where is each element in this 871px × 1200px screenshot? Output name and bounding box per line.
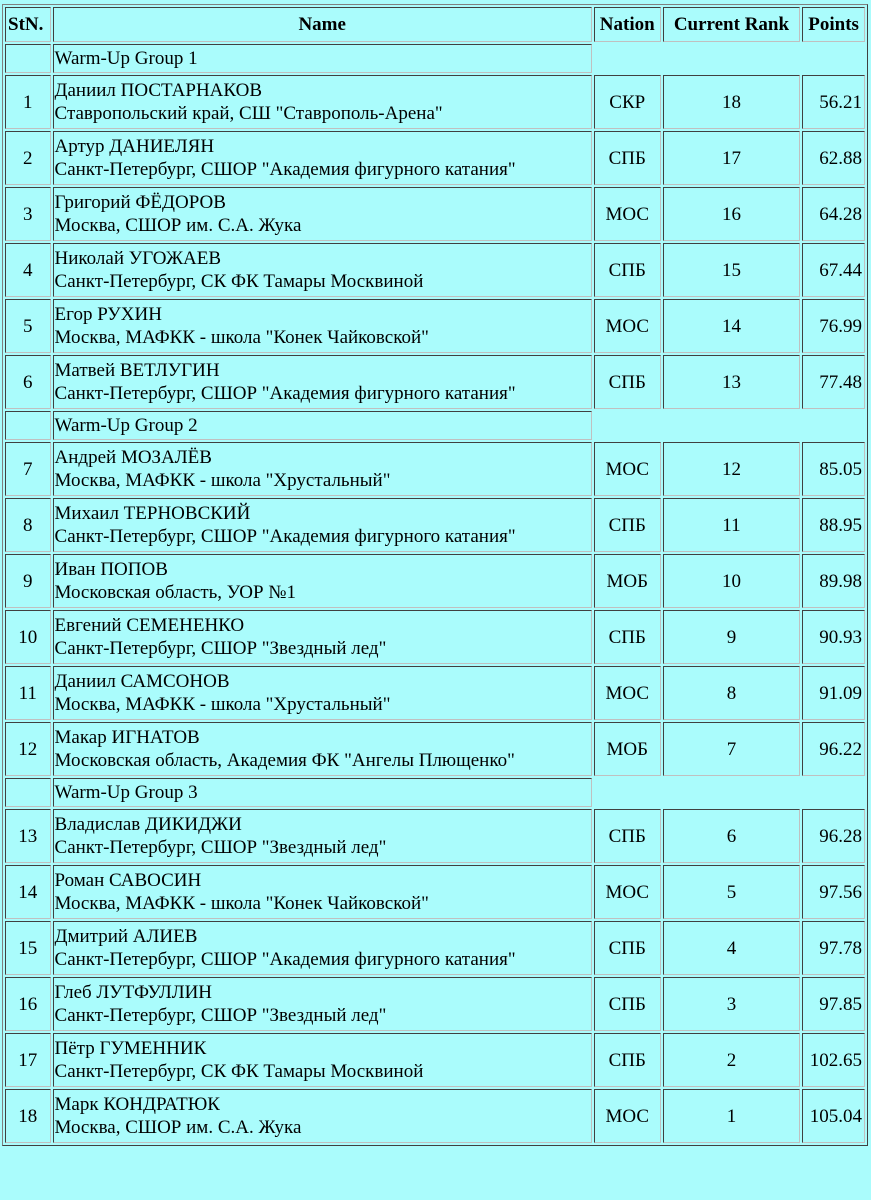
- skater-name: Марк КОНДРАТЮК: [54, 1094, 220, 1115]
- skater-name-cell: [53, 921, 592, 975]
- points-value: 77.48: [802, 355, 865, 409]
- skater-name: Макар ИГНАТОВ: [54, 727, 200, 748]
- current-rank: 10: [663, 554, 801, 608]
- nation-code: МОС: [594, 865, 661, 919]
- skater-name: Николай УГОЖАЕВ: [54, 248, 222, 269]
- start-number: 16: [5, 977, 51, 1031]
- nation-code: МОС: [594, 666, 661, 720]
- skater-name-cell: [53, 131, 592, 185]
- skater-name-cell: [53, 809, 592, 863]
- skater-name: Артур ДАНИЕЛЯН: [54, 136, 215, 157]
- current-rank: 9: [663, 610, 801, 664]
- table-row: [5, 75, 865, 129]
- skater-name: Глеб ЛУТФУЛЛИН: [54, 982, 213, 1003]
- table-row: [5, 243, 865, 297]
- nation-code: СПБ: [594, 1033, 661, 1087]
- start-number: 2: [5, 131, 51, 185]
- points-value: 85.05: [802, 442, 865, 496]
- points-value: 97.56: [802, 865, 865, 919]
- skater-club: Санкт-Петербург, СК ФК Тамары Москвиной: [54, 1061, 424, 1082]
- skater-name-cell: [53, 75, 592, 129]
- table-row: [5, 977, 865, 1031]
- table-row: [5, 554, 865, 608]
- warmup-group-row: [5, 411, 865, 440]
- skater-club: Московская область, Академия ФК "Ангелы Плющенко": [54, 750, 515, 771]
- current-rank: 1: [663, 1089, 801, 1143]
- skater-name-cell: [53, 442, 592, 496]
- start-number: 7: [5, 442, 51, 496]
- points-value: 90.93: [802, 610, 865, 664]
- current-rank: 13: [663, 355, 801, 409]
- skater-club: Санкт-Петербург, СШОР "Академия фигурного катания": [54, 383, 516, 404]
- warmup-group-title: Warm-Up Group 3: [53, 778, 592, 807]
- points-value: 96.22: [802, 722, 865, 776]
- skater-name-cell: [53, 299, 592, 353]
- skater-name-cell: [53, 187, 592, 241]
- table-body: [5, 44, 865, 1143]
- points-value: 56.21: [802, 75, 865, 129]
- start-number: 6: [5, 355, 51, 409]
- skater-club: Санкт-Петербург, СШОР "Академия фигурного катания": [54, 949, 516, 970]
- points-value: 88.95: [802, 498, 865, 552]
- current-rank: 5: [663, 865, 801, 919]
- group-filler: [594, 44, 865, 73]
- table-row: [5, 722, 865, 776]
- nation-code: СПБ: [594, 243, 661, 297]
- skater-club: Москва, МАФКК - школа "Хрустальный": [54, 694, 391, 715]
- skater-name-cell: [53, 1089, 592, 1143]
- skater-club: Ставропольский край, СШ "Ставрополь-Арена": [54, 103, 443, 124]
- points-value: 97.78: [802, 921, 865, 975]
- skater-name: Михаил ТЕРНОВСКИЙ: [54, 503, 251, 524]
- group-filler: [594, 411, 865, 440]
- skater-name: Григорий ФЁДОРОВ: [54, 192, 226, 213]
- group-stn-cell: [5, 778, 51, 807]
- skater-club: Москва, МАФКК - школа "Конек Чайковской": [54, 893, 429, 914]
- current-rank: 7: [663, 722, 801, 776]
- skater-club: Москва, СШОР им. С.А. Жука: [54, 1117, 302, 1138]
- current-rank: 4: [663, 921, 801, 975]
- nation-code: СПБ: [594, 131, 661, 185]
- points-value: 91.09: [802, 666, 865, 720]
- nation-code: СПБ: [594, 921, 661, 975]
- current-rank: 6: [663, 809, 801, 863]
- start-number: 4: [5, 243, 51, 297]
- skater-club: Москва, СШОР им. С.А. Жука: [54, 215, 302, 236]
- skater-name-cell: [53, 554, 592, 608]
- skater-name-cell: [53, 1033, 592, 1087]
- skater-name-cell: [53, 498, 592, 552]
- skater-club: Санкт-Петербург, СК ФК Тамары Москвиной: [54, 271, 424, 292]
- skater-name-cell: [53, 243, 592, 297]
- start-number: 12: [5, 722, 51, 776]
- skater-club: Санкт-Петербург, СШОР "Звездный лед": [54, 638, 387, 659]
- start-number: 8: [5, 498, 51, 552]
- starting-order-table: [2, 4, 868, 1146]
- skater-name: Евгений СЕМЕНЕНКО: [54, 615, 245, 636]
- points-value: 64.28: [802, 187, 865, 241]
- column-header-stn: StN.: [5, 7, 51, 42]
- points-value: 105.04: [802, 1089, 865, 1143]
- skater-club: Санкт-Петербург, СШОР "Звездный лед": [54, 837, 387, 858]
- skater-name-cell: [53, 355, 592, 409]
- start-number: 17: [5, 1033, 51, 1087]
- start-number: 18: [5, 1089, 51, 1143]
- table-row: [5, 809, 865, 863]
- skater-club: Москва, МАФКК - школа "Конек Чайковской": [54, 327, 429, 348]
- column-header-name: Name: [53, 7, 592, 42]
- warmup-group-title: Warm-Up Group 2: [53, 411, 592, 440]
- table-row: [5, 187, 865, 241]
- skater-name: Иван ПОПОВ: [54, 559, 168, 580]
- skater-name: Дмитрий АЛИЕВ: [54, 926, 198, 947]
- skater-club: Москва, МАФКК - школа "Хрустальный": [54, 470, 391, 491]
- start-number: 11: [5, 666, 51, 720]
- current-rank: 3: [663, 977, 801, 1031]
- table-row: [5, 498, 865, 552]
- current-rank: 17: [663, 131, 801, 185]
- current-rank: 18: [663, 75, 801, 129]
- points-value: 76.99: [802, 299, 865, 353]
- nation-code: МОС: [594, 299, 661, 353]
- start-number: 13: [5, 809, 51, 863]
- nation-code: СПБ: [594, 610, 661, 664]
- nation-code: МОС: [594, 187, 661, 241]
- start-number: 5: [5, 299, 51, 353]
- table-row: [5, 355, 865, 409]
- nation-code: МОС: [594, 1089, 661, 1143]
- column-header-points: Points: [802, 7, 865, 42]
- nation-code: СКР: [594, 75, 661, 129]
- start-number: 14: [5, 865, 51, 919]
- current-rank: 11: [663, 498, 801, 552]
- skater-name: Даниил САМСОНОВ: [54, 671, 230, 692]
- current-rank: 16: [663, 187, 801, 241]
- start-number: 10: [5, 610, 51, 664]
- table-row: [5, 442, 865, 496]
- current-rank: 2: [663, 1033, 801, 1087]
- nation-code: СПБ: [594, 809, 661, 863]
- skater-name-cell: [53, 977, 592, 1031]
- nation-code: МОБ: [594, 554, 661, 608]
- skater-name-cell: [53, 865, 592, 919]
- start-number: 1: [5, 75, 51, 129]
- skater-name: Владислав ДИКИДЖИ: [54, 814, 242, 835]
- current-rank: 8: [663, 666, 801, 720]
- current-rank: 14: [663, 299, 801, 353]
- skater-club: Санкт-Петербург, СШОР "Звездный лед": [54, 1005, 387, 1026]
- table-row: [5, 1033, 865, 1087]
- points-value: 97.85: [802, 977, 865, 1031]
- skater-name-cell: [53, 722, 592, 776]
- nation-code: МОБ: [594, 722, 661, 776]
- warmup-group-title: Warm-Up Group 1: [53, 44, 592, 73]
- start-number: 15: [5, 921, 51, 975]
- current-rank: 12: [663, 442, 801, 496]
- skater-name: Андрей МОЗАЛЁВ: [54, 447, 212, 468]
- skater-club: Санкт-Петербург, СШОР "Академия фигурного катания": [54, 526, 516, 547]
- table-row: [5, 299, 865, 353]
- points-value: 62.88: [802, 131, 865, 185]
- current-rank: 15: [663, 243, 801, 297]
- nation-code: СПБ: [594, 498, 661, 552]
- header-row: [5, 7, 865, 42]
- table-row: [5, 666, 865, 720]
- skater-name: Матвей ВЕТЛУГИН: [54, 360, 220, 381]
- table-row: [5, 1089, 865, 1143]
- nation-code: СПБ: [594, 977, 661, 1031]
- table-row: [5, 131, 865, 185]
- skater-name-cell: [53, 610, 592, 664]
- table-row: [5, 865, 865, 919]
- group-stn-cell: [5, 44, 51, 73]
- points-value: 89.98: [802, 554, 865, 608]
- warmup-group-row: [5, 44, 865, 73]
- points-value: 96.28: [802, 809, 865, 863]
- points-value: 67.44: [802, 243, 865, 297]
- column-header-rank: Current Rank: [663, 7, 801, 42]
- table-row: [5, 921, 865, 975]
- start-number: 3: [5, 187, 51, 241]
- skater-name-cell: [53, 666, 592, 720]
- skater-name: Роман САВОСИН: [54, 870, 202, 891]
- warmup-group-row: [5, 778, 865, 807]
- skater-club: Московская область, УОР №1: [54, 582, 296, 603]
- column-header-nation: Nation: [594, 7, 661, 42]
- nation-code: МОС: [594, 442, 661, 496]
- nation-code: СПБ: [594, 355, 661, 409]
- skater-name: Даниил ПОСТАРНАКОВ: [54, 80, 262, 101]
- skater-name: Егор РУХИН: [54, 304, 162, 325]
- table-row: [5, 610, 865, 664]
- start-number: 9: [5, 554, 51, 608]
- skater-club: Санкт-Петербург, СШОР "Академия фигурного катания": [54, 159, 516, 180]
- group-filler: [594, 778, 865, 807]
- skater-name: Пётр ГУМЕННИК: [54, 1038, 207, 1059]
- points-value: 102.65: [802, 1033, 865, 1087]
- group-stn-cell: [5, 411, 51, 440]
